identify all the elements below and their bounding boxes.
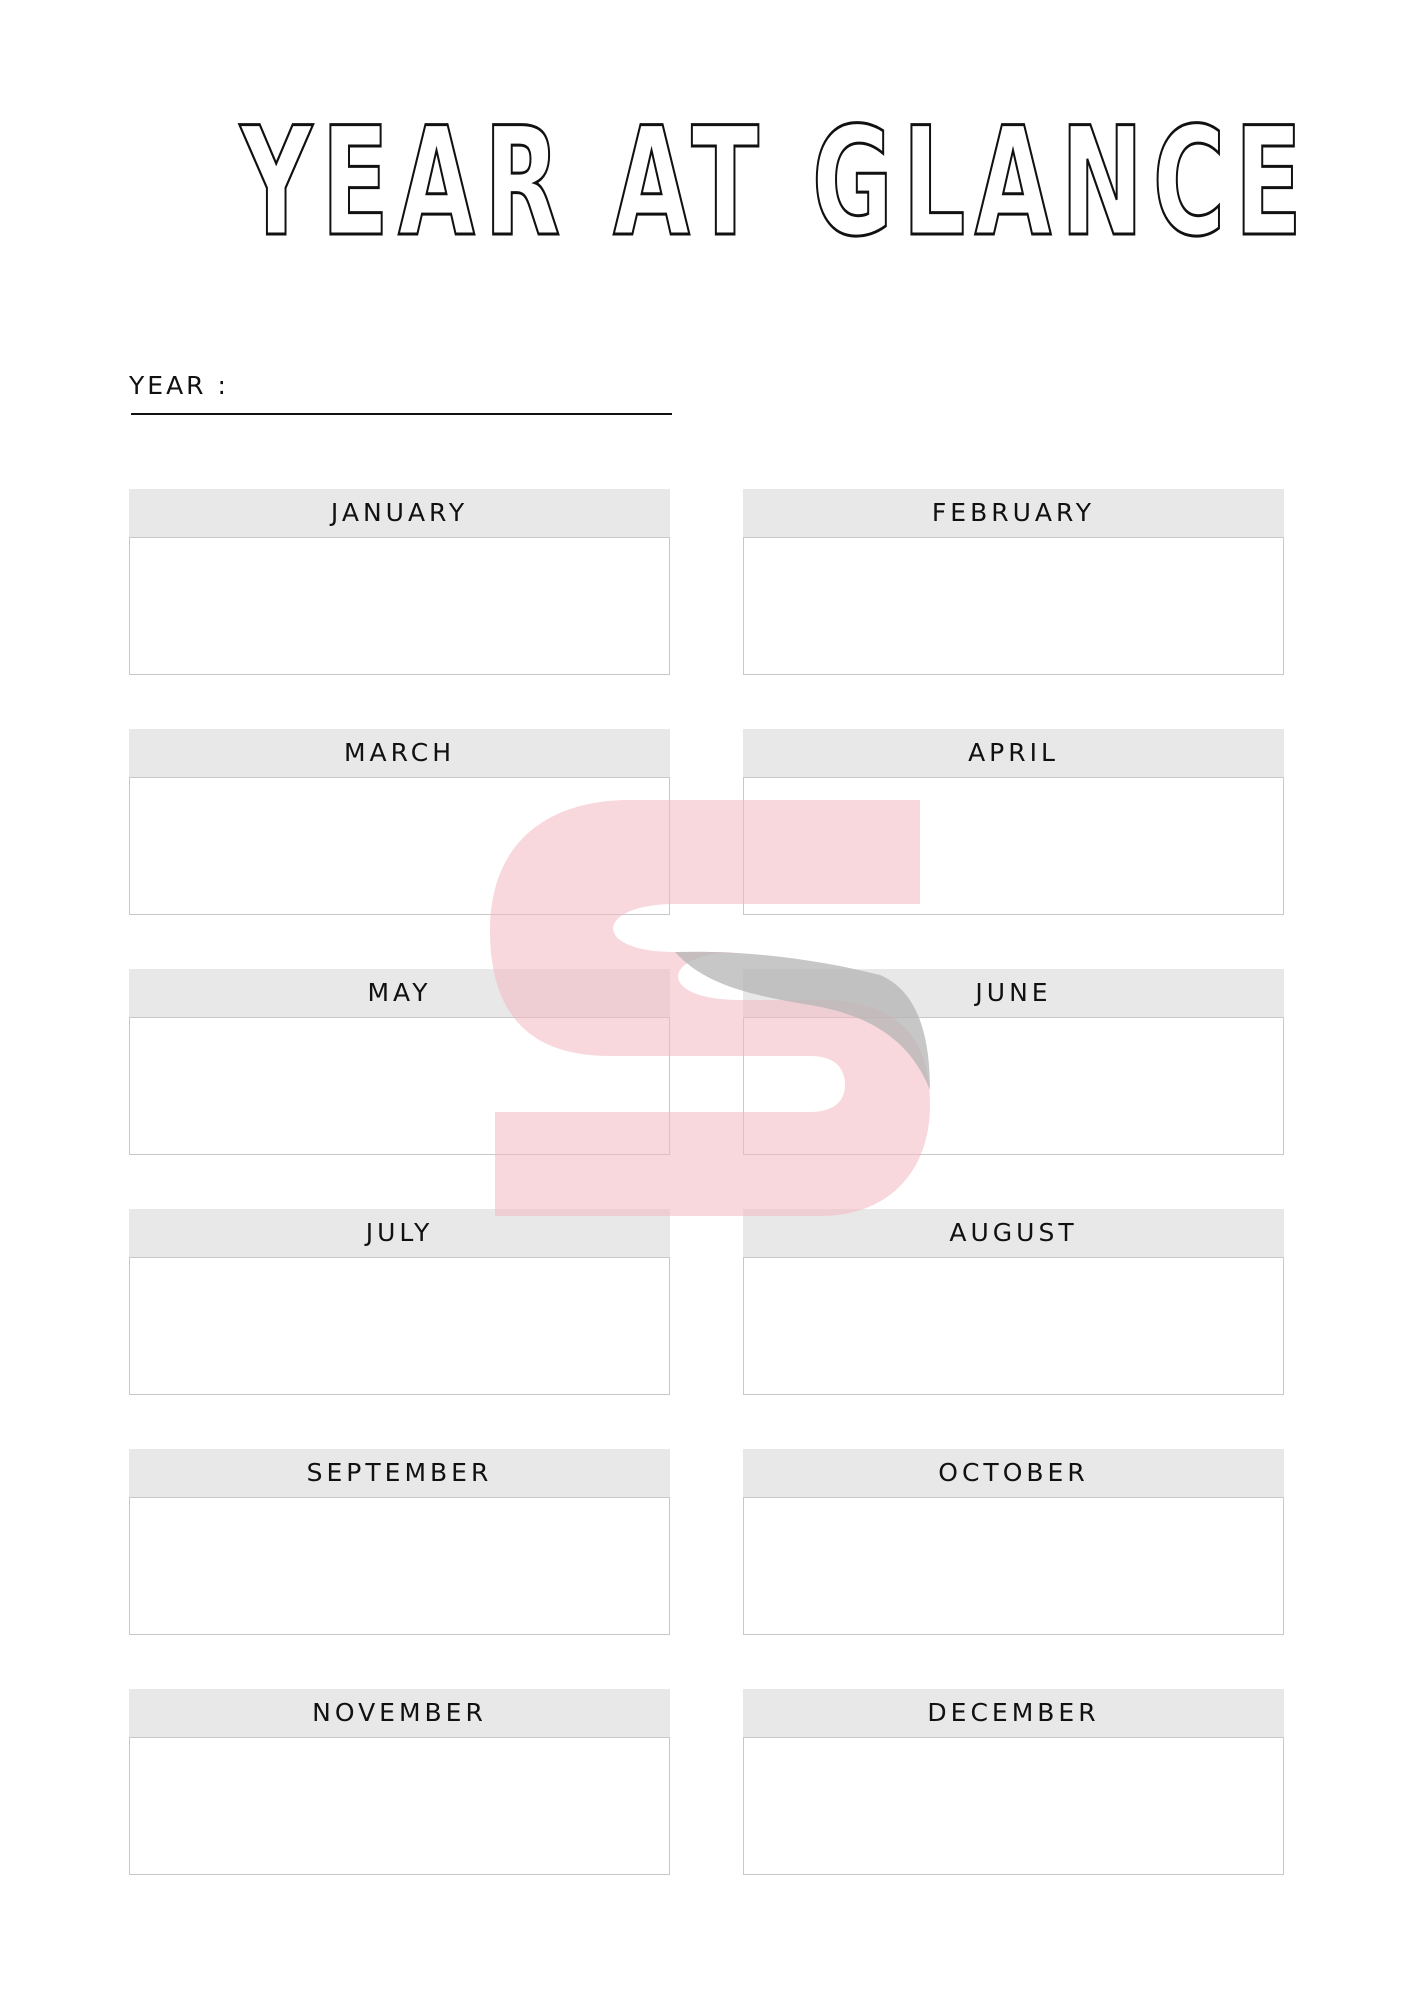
month-notes-area[interactable] [743, 537, 1284, 675]
month-notes-area[interactable] [743, 777, 1284, 915]
month-notes-area[interactable] [129, 1737, 670, 1875]
month-block-july [129, 1209, 670, 1395]
month-notes-area[interactable] [743, 1017, 1284, 1155]
month-header: JULY [129, 1209, 670, 1257]
month-notes-area[interactable] [743, 1497, 1284, 1635]
month-header: DECEMBER [743, 1689, 1284, 1737]
month-notes-area[interactable] [743, 1737, 1284, 1875]
year-underline [131, 413, 672, 415]
month-block-october [743, 1449, 1284, 1635]
month-header: AUGUST [743, 1209, 1284, 1257]
year-label: YEAR : [129, 371, 229, 400]
month-header: OCTOBER [743, 1449, 1284, 1497]
month-block-december [743, 1689, 1284, 1875]
month-notes-area[interactable] [129, 1017, 670, 1155]
month-notes-area[interactable] [743, 1257, 1284, 1395]
month-header: JANUARY [129, 489, 670, 537]
month-block-june [743, 969, 1284, 1155]
month-header: NOVEMBER [129, 1689, 670, 1737]
month-header: SEPTEMBER [129, 1449, 670, 1497]
month-header: MARCH [129, 729, 670, 777]
month-notes-area[interactable] [129, 1257, 670, 1395]
month-notes-area[interactable] [129, 777, 670, 915]
month-block-april [743, 729, 1284, 915]
month-notes-area[interactable] [129, 1497, 670, 1635]
month-header: FEBRUARY [743, 489, 1284, 537]
month-block-september [129, 1449, 670, 1635]
year-field[interactable] [129, 368, 672, 416]
month-header: JUNE [743, 969, 1284, 1017]
month-block-november [129, 1689, 670, 1875]
month-header: APRIL [743, 729, 1284, 777]
month-block-february [743, 489, 1284, 675]
month-block-august [743, 1209, 1284, 1395]
month-block-march [129, 729, 670, 915]
page-title: YEAR AT GLANCE [240, 96, 1312, 270]
month-block-january [129, 489, 670, 675]
month-notes-area[interactable] [129, 537, 670, 675]
month-header: MAY [129, 969, 670, 1017]
month-block-may [129, 969, 670, 1155]
